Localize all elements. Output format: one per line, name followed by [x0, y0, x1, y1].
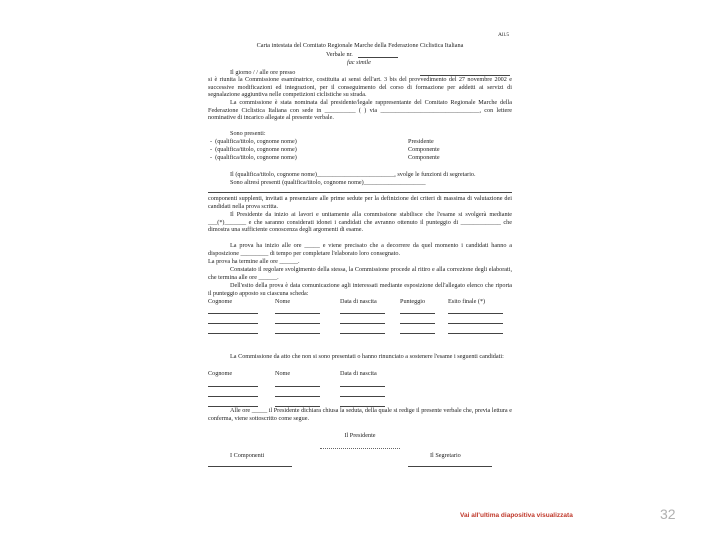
attachment-tag: All.5 [498, 32, 510, 38]
table1-blank [340, 313, 385, 314]
table1-blank [400, 313, 435, 314]
table2-blank [275, 386, 320, 387]
document-page [200, 30, 520, 470]
paragraph-closing: Alle ore _____ il Presidente dichiara chiusa la seduta, della quale si redige il presente verbale che, previa lettura e conferma, viene sottoscritto come segue. [208, 407, 512, 422]
table2-blank [275, 396, 320, 397]
exam-end-line: La prova ha termine alle ore ______. [208, 258, 300, 265]
member-row: - (qualifica/titolo, cognome nome) [210, 138, 297, 145]
paragraph-results: Dell'esito della prova è data comunicazione agli interessati mediante esposizione dell'allegato elenco che riporta il punteggio apposto su ciascuna scheda: [208, 282, 512, 297]
table1-blank [448, 323, 503, 324]
table2-header-surname: Cognome [208, 370, 233, 377]
present-title: Sono presenti: [230, 130, 266, 137]
table2-blank [208, 386, 258, 387]
paragraph-nomination: La commissione è stata nominata dal presidente/legale rappresentante del Comitato Regionale Marche della Federazione Ciclistica Italiana con sede in __________ ( ) via ________________________________, con lettere nominative di incarico allegate al presente verbale. [208, 99, 512, 122]
table1-blank [275, 333, 320, 334]
paragraph-correction: Constatato il regolare svolgimento della stessa, la Commissione procede al ritiro e alla correzione degli elaborati, che termina alle ore ______. [208, 266, 512, 281]
table1-blank [275, 313, 320, 314]
table2-blank [208, 396, 258, 397]
paragraph-substitutes: componenti supplenti, invitati a presenziare alle prime sedute per la definizione dei criteri di massima di valutazione dei candidati nella prova scritta. [208, 195, 512, 210]
table2-blank [340, 386, 385, 387]
paragraph-commission: si è riunita la Commissione esaminatrice, costituita ai sensi dell'art. 3 bis del provvedimento del 27 novembre 2002 e successive modificazioni ed integrazioni, per il conseguimento del corso di formazione per addetti ai servizi di segnalazione aggiuntiva nelle competizioni ciclistiche su strada. [208, 76, 512, 99]
member-role: Componente [408, 146, 440, 153]
table1-blank [208, 333, 258, 334]
fac-simile-label: fac simile [347, 59, 371, 66]
secretary-signature-line [408, 466, 492, 467]
last-slide-link[interactable]: Vai all'ultima diapositiva visualizzata [460, 512, 573, 519]
table1-blank [340, 323, 385, 324]
table1-blank [340, 333, 385, 334]
president-signature-line [320, 448, 400, 449]
member-name: (qualifica/titolo, cognome nome) [215, 146, 297, 153]
paragraph-exam-start: La prova ha inizio alle ore _____ e viene precisato che a decorrere da quel momento i candidati hanno a disposizione _________ di tempo per completare l'elaborato loro consegnato. [208, 242, 512, 257]
table1-header-surname: Cognome [208, 298, 233, 305]
table1-blank [400, 333, 435, 334]
secretary-signature-label: Il Segretario [430, 452, 461, 459]
page-number: 32 [660, 506, 676, 522]
member-role: Presidente [408, 138, 434, 145]
secretary-line: Il (qualifica/titolo, cognome nome)_________________________, svolge le funzioni di segretario. [230, 171, 476, 178]
others-present-line: Sono altresì presenti (qualifica/titolo, cognome nome)____________________ [230, 179, 426, 186]
member-row: - (qualifica/titolo, cognome nome) [210, 146, 297, 153]
members-signature-label: I Componenti [230, 452, 265, 459]
verbale-number-line [358, 57, 398, 58]
table1-blank [275, 323, 320, 324]
blank-line [208, 192, 512, 193]
table1-header-birthdate: Data di nascita [340, 298, 377, 305]
table1-blank [448, 313, 503, 314]
table1-blank [448, 333, 503, 334]
paragraph-exam-method: Il Presidente da inizio ai lavori e unitamente alla commissione stabilisce che l'esame si svolgerà mediante ___(*)_______ e che saranno considerati idonei i candidati che avranno ottenuto il punteggio di _____________ che dimostra una sufficiente conoscenza degli argomenti di esame. [208, 211, 512, 234]
table2-header-name: Nome [275, 370, 291, 377]
verbale-number: Verbale nr. [326, 51, 353, 58]
member-name: (qualifica/titolo, cognome nome) [215, 138, 297, 145]
paragraph-absent: La Commissione da atto che non si sono presentati o hanno rinunciato a sostenere l'esame i seguenti candidati: [230, 353, 504, 360]
table1-blank [400, 323, 435, 324]
table2-header-birthdate: Data di nascita [340, 370, 377, 377]
document-header: Carta intestata del Comitato Regionale Marche della Federazione Ciclistica Italiana [256, 42, 464, 49]
members-signature-line [208, 466, 292, 467]
table2-blank [340, 396, 385, 397]
member-row: - (qualifica/titolo, cognome nome) [210, 154, 297, 161]
table1-blank [208, 313, 258, 314]
table1-blank [208, 323, 258, 324]
president-signature-label: Il Presidente [344, 432, 376, 439]
table1-header-score: Punteggio [400, 298, 426, 305]
member-role: Componente [408, 154, 440, 161]
member-name: (qualifica/titolo, cognome nome) [215, 154, 297, 161]
table1-header-result: Esito finale (*) [448, 298, 486, 305]
table1-header-name: Nome [275, 298, 291, 305]
intro-line: Il giorno / / alle ore presso [230, 69, 296, 76]
